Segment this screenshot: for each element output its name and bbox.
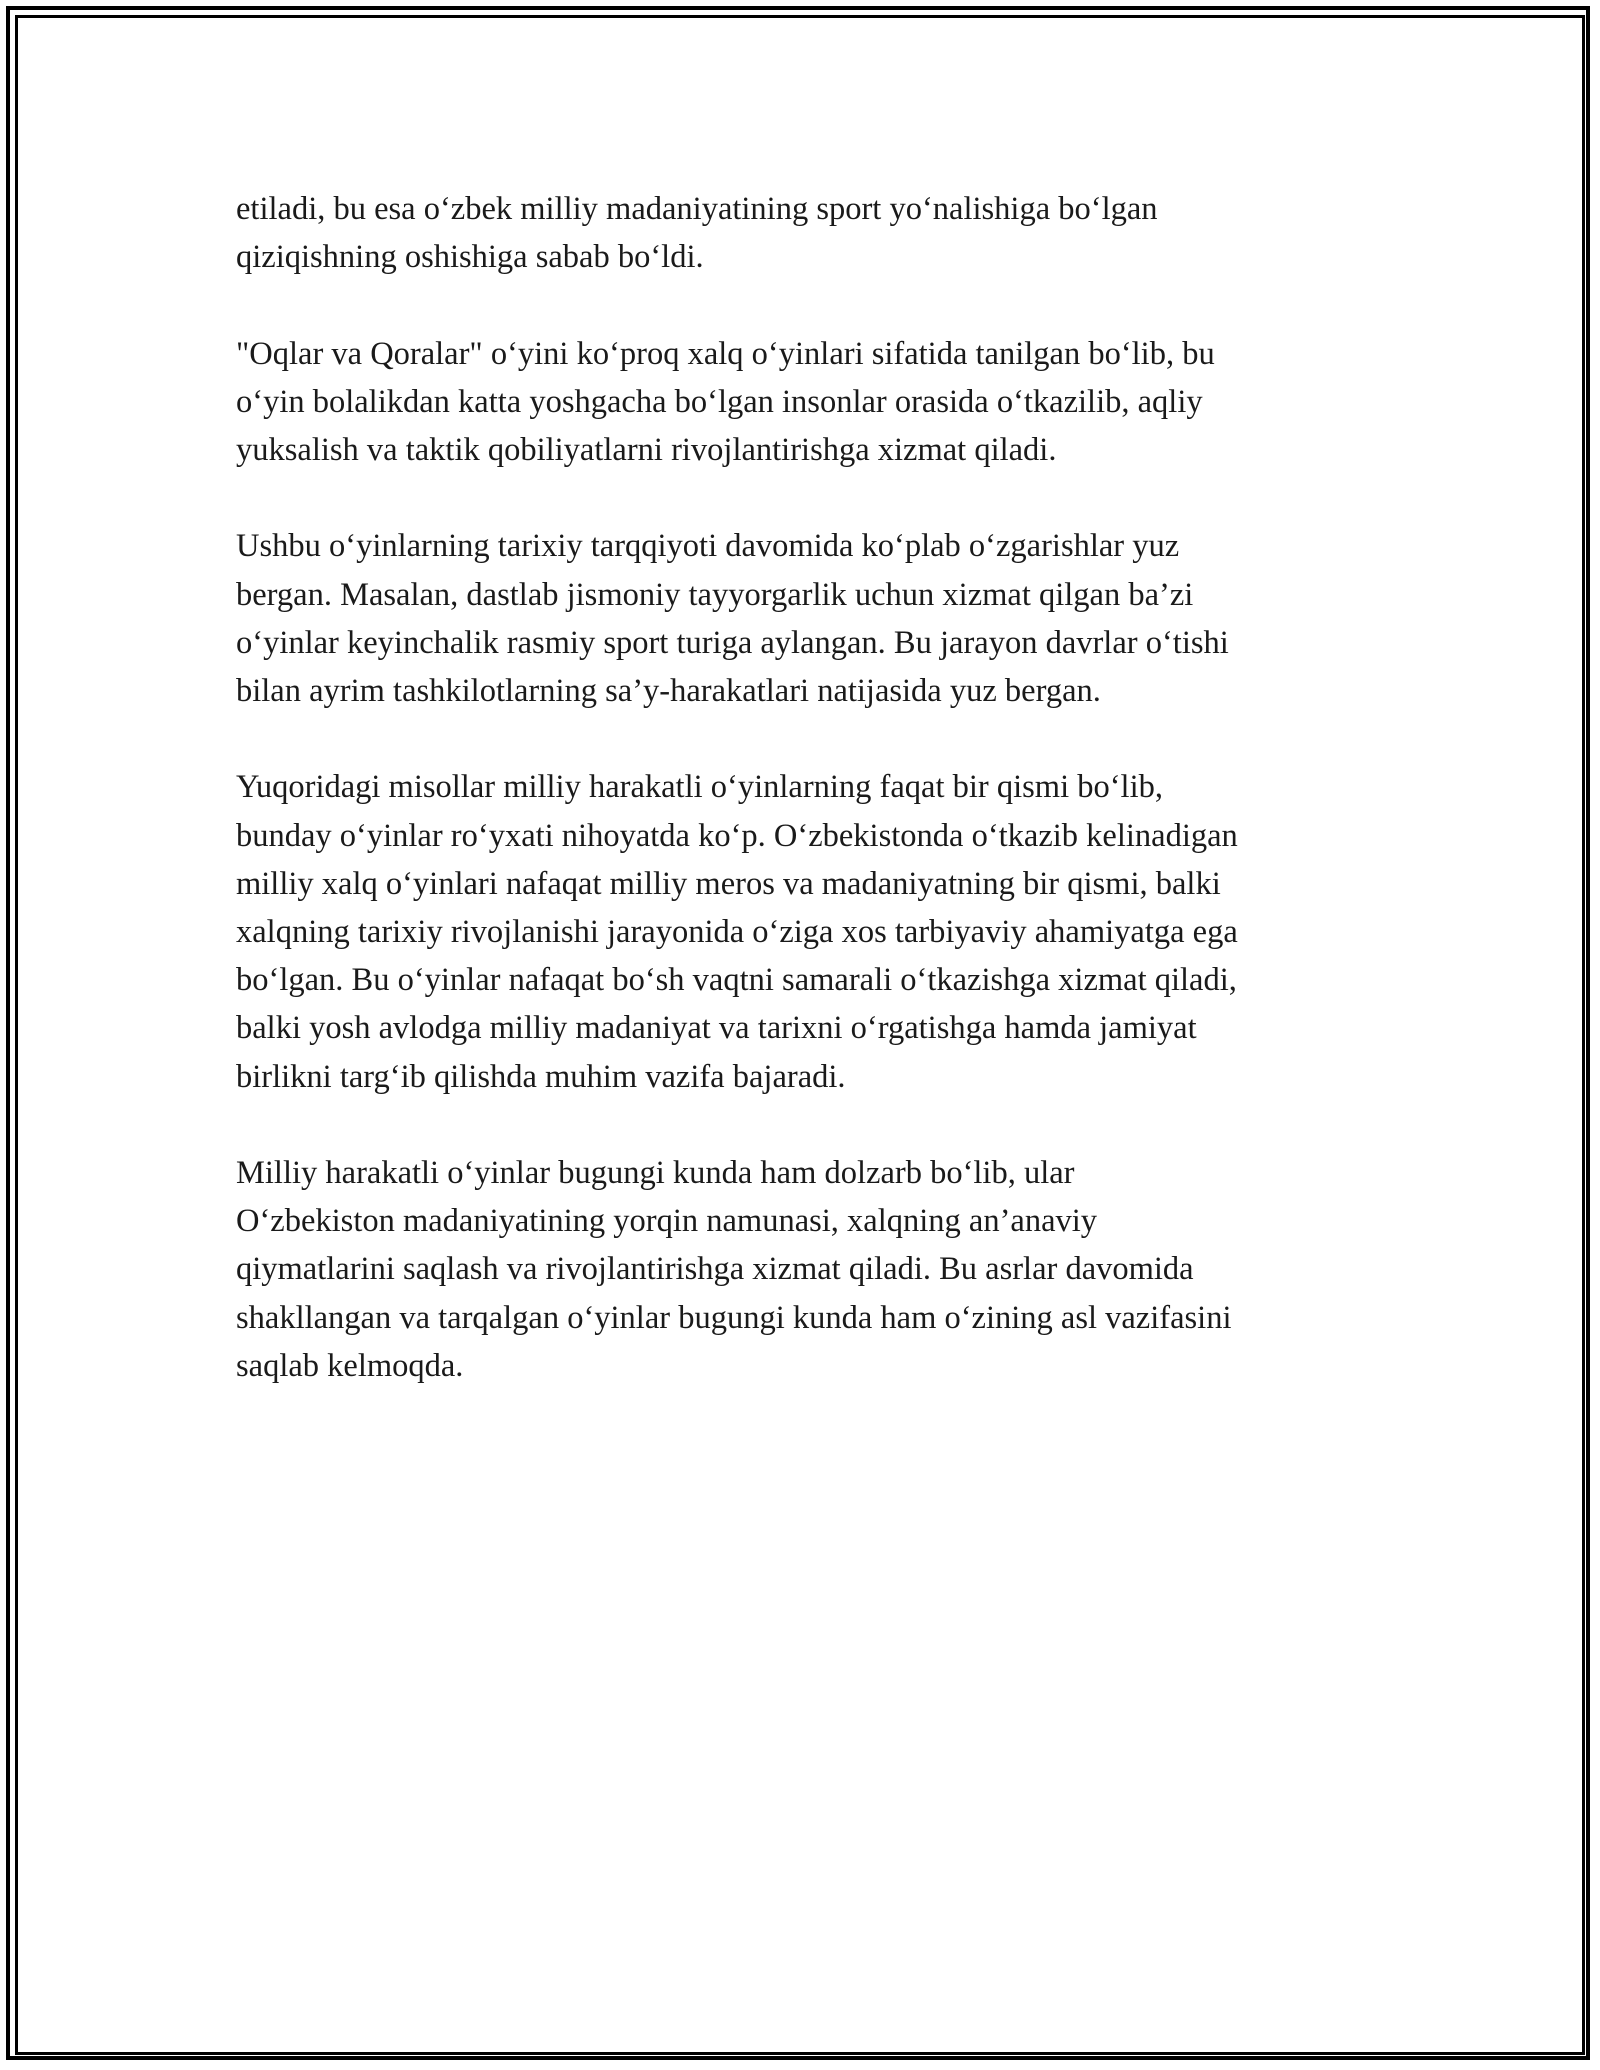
document-body [236,185,1376,1438]
paragraph-3: Ushbu o‘yinlarning tarixiy tarqqiyoti davomida ko‘plab o‘zgarishlar yuz bergan. Masalan, dastlab jismoniy tayyorgarlik uchun xizmat qilgan ba’zi o‘yinlar keyinchalik rasmiy sport turiga aylangan. Bu jarayon davrlar o‘tishi bilan ayrim tashkilotlarning sa’y-harakatlari natijasida yuz bergan. [236,528,1229,709]
paragraph-2: "Oqlar va Qoralar" o‘yini ko‘proq xalq o‘yinlari sifatida tanilgan bo‘lib, bu o‘yin bolalikdan katta yoshgacha bo‘lgan insonlar orasida o‘tkazilib, aqliy yuksalish va taktik qobiliyatlarni rivojlantirishga xizmat qiladi. [236,335,1215,468]
paragraph-4: Yuqoridagi misollar milliy harakatli o‘yinlarning faqat bir qismi bo‘lib, bunday o‘yinlar ro‘yxati nihoyatda ko‘p. O‘zbekistonda o‘tkazib kelinadigan milliy xalq o‘yinlari nafaqat milliy meros va madaniyatning bir qismi, balki xalqning tarixiy rivojlanishi jarayonida o‘ziga xos tarbiyaviy ahamiyatga ega bo‘lgan. Bu o‘yinlar nafaqat bo‘sh vaqtni samarali o‘tkazishga xizmat qiladi, balki yosh avlodga milliy madaniyat va tarixni o‘rgatishga hamda jamiyat birlikni targ‘ib qilishda muhim vazifa bajaradi. [236,769,1238,1095]
paragraph-5: Milliy harakatli o‘yinlar bugungi kunda ham dolzarb bo‘lib, ular O‘zbekiston madaniyatining yorqin namunasi, xalqning an’anaviy qiymatlarini saqlash va rivojlantirishga xizmat qiladi. Bu asrlar davomida shakllangan va tarqalgan o‘yinlar bugungi kunda ham o‘zining asl vazifasini saqlab kelmoqda. [236,1155,1232,1384]
paragraph-1: etiladi, bu esa o‘zbek milliy madaniyatining sport yo‘nalishiga bo‘lgan qiziqishning oshishiga sabab bo‘ldi. [236,191,1158,276]
